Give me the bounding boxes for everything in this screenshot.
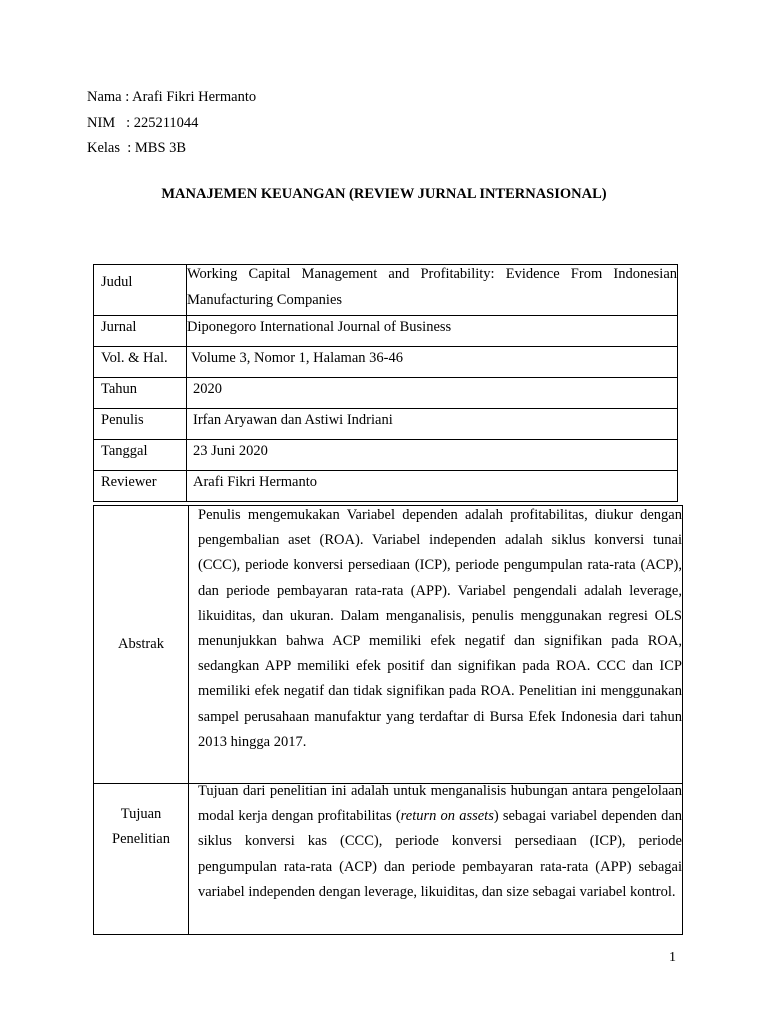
value-penulis: Irfan Aryawan dan Astiwi Indriani [187,409,678,440]
tujuan-text-part-2: ) sebagai variabel dependen dan siklus konversi kas (CCC), periode konversi persediaan (ICP), periode pengumpulan rata-rata (ACP) dan periode pembayaran rata-rata (APP) sebagai variabel independen dengan leverage, likuiditas, dan size sebagai variabel kontrol. [198,808,683,900]
journal-info-table [93,264,678,502]
value-vol: Volume 3, Nomor 1, Halaman 36-46 [187,347,678,378]
table-row [94,784,683,935]
student-class: Kelas : MBS 3B [87,140,187,156]
label-tahun: Tahun [94,378,187,409]
student-name: Nama : Arafi Fikri Hermanto [87,89,257,105]
review-table [93,505,683,935]
page-number: 1 [669,950,676,965]
label-vol: Vol. & Hal. [94,347,187,378]
abstrak-text: Penulis mengemukakan Variabel dependen adalah profitabilitas, diukur dengan pengembalian aset (ROA). Variabel independen adalah siklus konversi tunai (CCC), periode konversi persediaan (ICP), periode pengumpulan rata-rata (ACP), dan periode pembayaran rata-rata (APP). Variabel pengendali adalah leverage, likuiditas, dan ukuran. Dalam menganalisis, penulis menggunakan regresi OLS menunjukkan bahwa ACP memiliki efek negatif dan signifikan pada ROA, sedangkan APP memiliki efek positif dan signifikan pada ROA. CCC dan ICP memiliki efek negatif dan tidak signifikan pada ROA. Penelitian ini menggunakan sampel perusahaan manufaktur yang terdaftar di Bursa Efek Indonesia dari tahun 2013 hingga 2017. [198,507,682,750]
student-info [87,86,256,163]
tujuan-text [198,779,682,905]
tujuan-label-line-1: Tujuan [120,806,162,822]
value-abstrak [189,506,683,784]
value-tanggal: 23 Juni 2020 [187,440,678,471]
value-reviewer: Arafi Fikri Hermanto [187,471,678,502]
label-tanggal: Tanggal [94,440,187,471]
value-jurnal: Diponegoro International Journal of Business [187,316,678,347]
tujuan-label-line-2: Penelitian [112,831,170,847]
label-jurnal: Jurnal [94,316,187,347]
table-row [94,506,683,784]
label-tujuan [94,784,189,935]
table-row [94,347,678,378]
student-nim: NIM : 225211044 [87,114,199,131]
table-row [94,409,678,440]
table-row [94,378,678,409]
tujuan-text-part-1: Tujuan dari penelitian ini adalah untuk menganalisis hubungan antara pengelolaan modal kerja dengan profitabilitas ( [198,783,682,825]
label-reviewer: Reviewer [94,471,187,502]
document-title: MANAJEMEN KEUANGAN (REVIEW JURNAL INTERNASIONAL) [161,186,607,202]
label-judul: Judul [94,265,187,316]
value-tujuan [189,784,683,935]
label-penulis: Penulis [94,409,187,440]
table-row [94,316,678,347]
table-row [94,471,678,502]
value-judul [187,265,678,316]
judul-text: Working Capital Management and Profitability: Evidence From Indonesian Manufacturing Companies [187,266,677,308]
label-abstrak: Abstrak [94,506,189,784]
table-row [94,265,678,316]
table-row [94,440,678,471]
tujuan-text-italic: return on assets [400,808,494,825]
value-tahun: 2020 [187,378,678,409]
